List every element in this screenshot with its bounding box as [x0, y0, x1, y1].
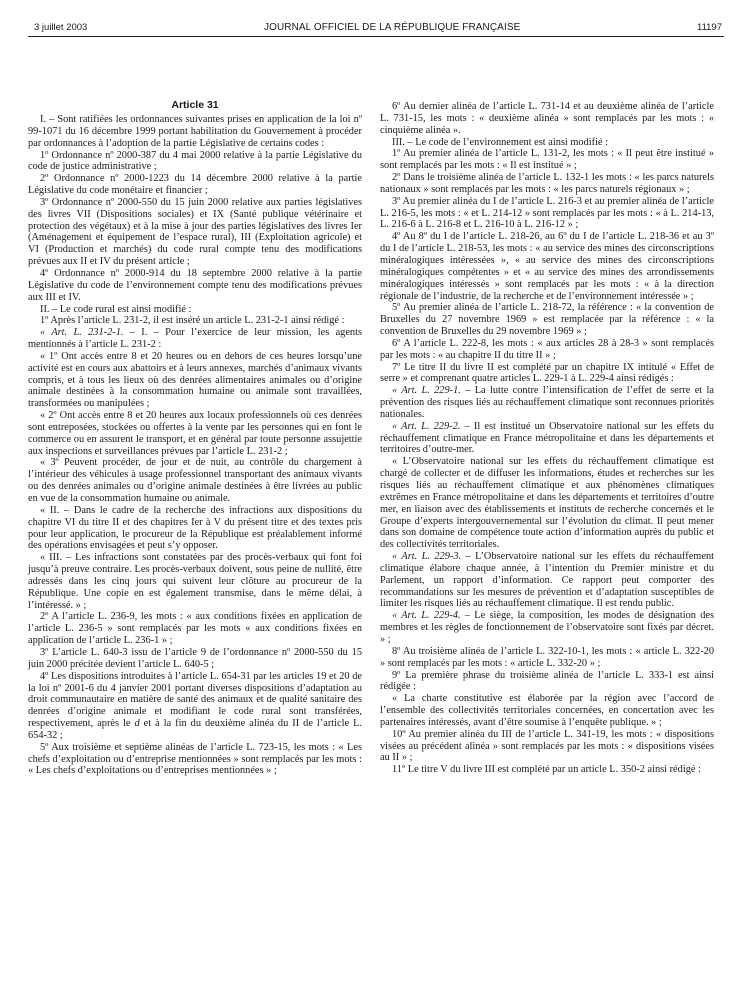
paragraph: 5º Au premier alinéa de l’article L. 218-72, la référence : « la convention de Bruxelles du 27 novembre 1969 » est remplacée par la référence : « la convention de Bruxelles du 29 novembre 1969 » ; [380, 302, 714, 338]
paragraph-text: – I. – Pour l’exercice de leur mission, les agents mentionnés à l’article L. 231-2 : [28, 327, 362, 351]
left-column [28, 101, 362, 777]
paragraph: 4º Ordonnance nº 2000-914 du 18 septembre 2000 relative à la partie Législative du code de l’environnement compte tenu des modifications prévues aux III et IV. [28, 267, 362, 303]
paragraph [380, 421, 714, 457]
article-reference: « Art. L. 231-2-1. [40, 327, 124, 339]
paragraph: 3º Au premier alinéa du I de l’article L. 216-3 et au premier alinéa de l’article L. 216-5, les mots : « et L. 214-12 » sont remplacés par les mots : « à L. 214-13, L. 216-6 à L. 216-8 et L. 216-10 à L. 216-12 » ; [380, 195, 714, 231]
paragraph: I. – Sont ratifiées les ordonnances suivantes prises en application de la loi nº 99-1071 du 16 décembre 1999 portant habilitation du Gouvernement à procéder par ordonnances à l’adoption de la partie Législative de certains codes : [28, 114, 362, 149]
paragraph: « L’Observatoire national sur les effets du réchauffement climatique est chargé de collecter et de diffuser les informations, études et recherches sur les risques liés au réchauffement climatique et aux phénomènes climatiques extrêmes en France métropolitaine et dans les départements et territoires d’outre mer, en liaison avec des établissements et instituts de recherche concernés et le Groupe d’experts intergouvernemental sur l’évolution du climat. Il peut mener dans son domaine de compétence toute action d’information auprès du public et des collectivités territoriales. [380, 456, 714, 551]
paragraph: 7º Le titre II du livre II est complété par un chapitre IX intitulé « Effet de serre » et comprenant quatre articles L. 229-1 à L. 229-4 ainsi rédigés : [380, 361, 714, 385]
article-title: Article 31 [171, 99, 219, 111]
paragraph [380, 385, 714, 421]
paragraph: « 3º Peuvent procéder, de jour et de nuit, au contrôle du chargement à l’intérieur des véhicules à usage professionnel transportant des animaux vivants ou des denrées animales ou d’origine animale destinées à être livrées au public en vue de la consommation humaine ou animale. [28, 457, 362, 504]
article-reference: « Art. L. 229-4. [392, 610, 461, 622]
paragraph: 4º Au 8º du I de l’article L. 218-26, au 6º du I de l’article L. 218-36 et au 3º du I de l’article L. 218-53, les mots : « au service des mines des circonscriptions minéralogiques intéressées », « au service des mines des circonscriptions minéralogiques compétentes » et « au service des mines des arrondissements minéralogiques intéressés » sont remplacés par les mots : « à la direction régionale de l’industrie, de la recherche et de l’environnement intéressée » ; [380, 231, 714, 302]
paragraph: « 2º Ont accès entre 8 et 20 heures aux locaux professionnels où ces denrées sont entreposées, stockées ou offertes à la vente par les personnes qui en font le commerce ou en assurent le transport, et en général par toute personne assujettie aux inspections et surveillances prévues par l’article L. 231-2 ; [28, 410, 362, 457]
paragraph-text: – Il est institué un Observatoire national sur les effets du réchauffement climatique en France métropolitaine et dans les départements et territoires d’outre-mer. [380, 420, 714, 456]
article-reference: « Art. L. 229-3. [392, 551, 462, 563]
paragraph: III. – Le code de l’environnement est ainsi modifié : [392, 136, 608, 148]
paragraph [380, 551, 714, 610]
paragraph-text: et à la fin du deuxième alinéa du II de l’article L. 654-32 ; [28, 718, 362, 741]
header-journal-title: JOURNAL OFFICIEL DE LA RÉPUBLIQUE FRANÇAISE [263, 22, 521, 33]
paragraph: 5º Aux troisième et septième alinéas de l’article L. 723-15, les mots : « Les chefs d’exploitation ou d’entreprise mentionnées » sont remplacés par les mots : « Les chefs d’exploitations ou d’entreprises mentionnées » ; [28, 741, 362, 777]
paragraph-text: 4º Les dispositions introduites à l’article L. 654-31 par les articles 19 et 20 de la loi nº 2001-6 du 4 janvier 2001 portant diverses dispositions d’adaptation au droit communautaire en matière de santé des animaux et de qualité sanitaire des denrées d’origine animale et modifiant le code rural sont transférées, respectivement, après le [28, 670, 362, 730]
paragraph-text: – Le siège, la composition, les modes de désignation des membres et les règles de fonctionnement de l’observatoire sont fixés par décret. » ; [380, 610, 714, 645]
page-header [28, 22, 724, 37]
paragraph: « II. – Dans le cadre de la recherche des infractions aux dispositions du chapitre VI du titre II et des chapitres Ier à V du présent titre et des textes pris pour leur application, le procureur de la République est préalablement informé des opérations envisagées et peut s’y opposer. [28, 504, 362, 552]
paragraph: 8º Au troisième alinéa de l’article L. 322-10-1, les mots : « article L. 322-20 » sont remplacés par les mots : « article L. 332-20 » ; [380, 645, 714, 669]
paragraph: 1º Ordonnance nº 2000-387 du 4 mai 2000 relative à la partie Législative du code de justice administrative ; [28, 149, 362, 173]
paragraph: 1º Après l’article L. 231-2, il est inséré un article L. 231-2-1 ainsi rédigé : [40, 315, 345, 327]
header-page-number: 11197 [696, 22, 722, 33]
paragraph: 2º Dans le troisième alinéa de l’article L. 132-1 les mots : « les parcs naturels nationaux » sont remplacés par les mots : « les parcs naturels régionaux » ; [380, 172, 714, 195]
paragraph [28, 327, 362, 351]
paragraph [380, 610, 714, 646]
article-reference: « Art. L. 229-2. [392, 420, 461, 432]
paragraph: 11º Le titre V du livre III est complété par un article L. 350-2 ainsi rédigé : [392, 764, 701, 776]
paragraph: 2º Ordonnance nº 2000-1223 du 14 décembre 2000 relative à la partie Législative du code monétaire et financier ; [28, 173, 362, 197]
paragraph: 2º A l’article L. 236-9, les mots : « aux conditions fixées en application de l’article L. 236-5 » sont remplacés par les mots « aux conditions fixées en application de l’article L. 236-1 » ; [28, 611, 362, 647]
paragraph: 10º Au premier alinéa du III de l’article L. 341-19, les mots : « dispositions visées au précédent alinéa » sont remplacés par les mots : « dispositions visées au II » ; [380, 728, 714, 764]
paragraph: 9º La première phrase du troisième alinéa de l’article L. 333-1 est ainsi rédigée : [380, 669, 714, 693]
text-columns [28, 101, 724, 777]
paragraph: « La charte constitutive est élaborée par la région avec l’accord de l’ensemble des collectivités territoriales concernées, en concertation avec les partenaires intéressés, avant d’être soumise à l’enquête publique. » ; [380, 693, 714, 728]
paragraph: 1º Au premier alinéa de l’article L. 131-2, les mots : « Il peut être institué » sont remplacés par les mots : « Il est institué » ; [380, 148, 714, 172]
header-date: 3 juillet 2003 [34, 22, 88, 33]
paragraph-text: – La lutte contre l’intensification de l’effet de serre et la prévention des risques liés au réchauffement climatique sont reconnues priorités nationales. [380, 385, 714, 420]
article-reference: « Art. L. 229-1. [392, 385, 461, 397]
paragraph [28, 671, 362, 742]
paragraph: 3º L’article L. 640-3 issu de l’article 9 de l’ordonnance nº 2000-550 du 15 juin 2000 précitée devient l’article L. 640-5 ; [28, 646, 362, 670]
paragraph: 6º A l’article L. 222-8, les mots : « aux articles 28 à 28-3 » sont remplacés par les mots : « au chapitre II du titre II » ; [380, 337, 714, 361]
paragraph: « III. – Les infractions sont constatées par des procès-verbaux qui font foi jusqu’à preuve contraire. Les procès-verbaux doivent, sous peine de nullité, être adressés dans les cinq jours qui suivent leur clôture au procureur de la République. Une copie en est également transmise, dans le même délai, à l’intéressé. » ; [28, 552, 362, 611]
paragraph: 6º Au dernier alinéa de l’article L. 731-14 et au deuxième alinéa de l’article L. 731-15, les mots : « deuxième alinéa » sont remplacés par les mots : « cinquième alinéa ». [380, 101, 714, 136]
paragraph: 3º Ordonnance nº 2000-550 du 15 juin 2000 relative aux parties législatives des livres VII (Dispositions sociales) et IX (Santé publique vétérinaire et protection des végétaux) et à la mise à jour des parties législatives des livres Ier (Aménagement et équipement de l’espace rural), III (Exploitation agricole) et VI (Production et marchés) du code rural compte tenu des modifications prévues aux II et IV du présent article ; [28, 196, 362, 268]
italic-letter: d [134, 718, 140, 730]
paragraph: II. – Le code rural est ainsi modifié : [40, 303, 192, 315]
right-column [380, 101, 714, 777]
paragraph: « 1º Ont accès entre 8 et 20 heures ou en dehors de ces heures lorsqu’une activité est en cours aux abattoirs et à leurs annexes, marchés d’animaux vivants compris, et à tous les lieux où des denrées alimentaires animales ou d’origine animale destinées à la consommation humaine ou animale sont travaillées, transformées ou manipulées ; [28, 350, 362, 410]
paragraph-text: – L’Observatoire national sur les effets du réchauffement climatique élabore chaque année, à l’intention du Premier ministre et du Parlement, un rapport d’information. Ce rapport peut comporter des recommandations sur les mesures de prévention et d’adaptation susceptibles de limiter les risques liés au réchauffement climatique. Il est rendu public. [380, 551, 714, 610]
